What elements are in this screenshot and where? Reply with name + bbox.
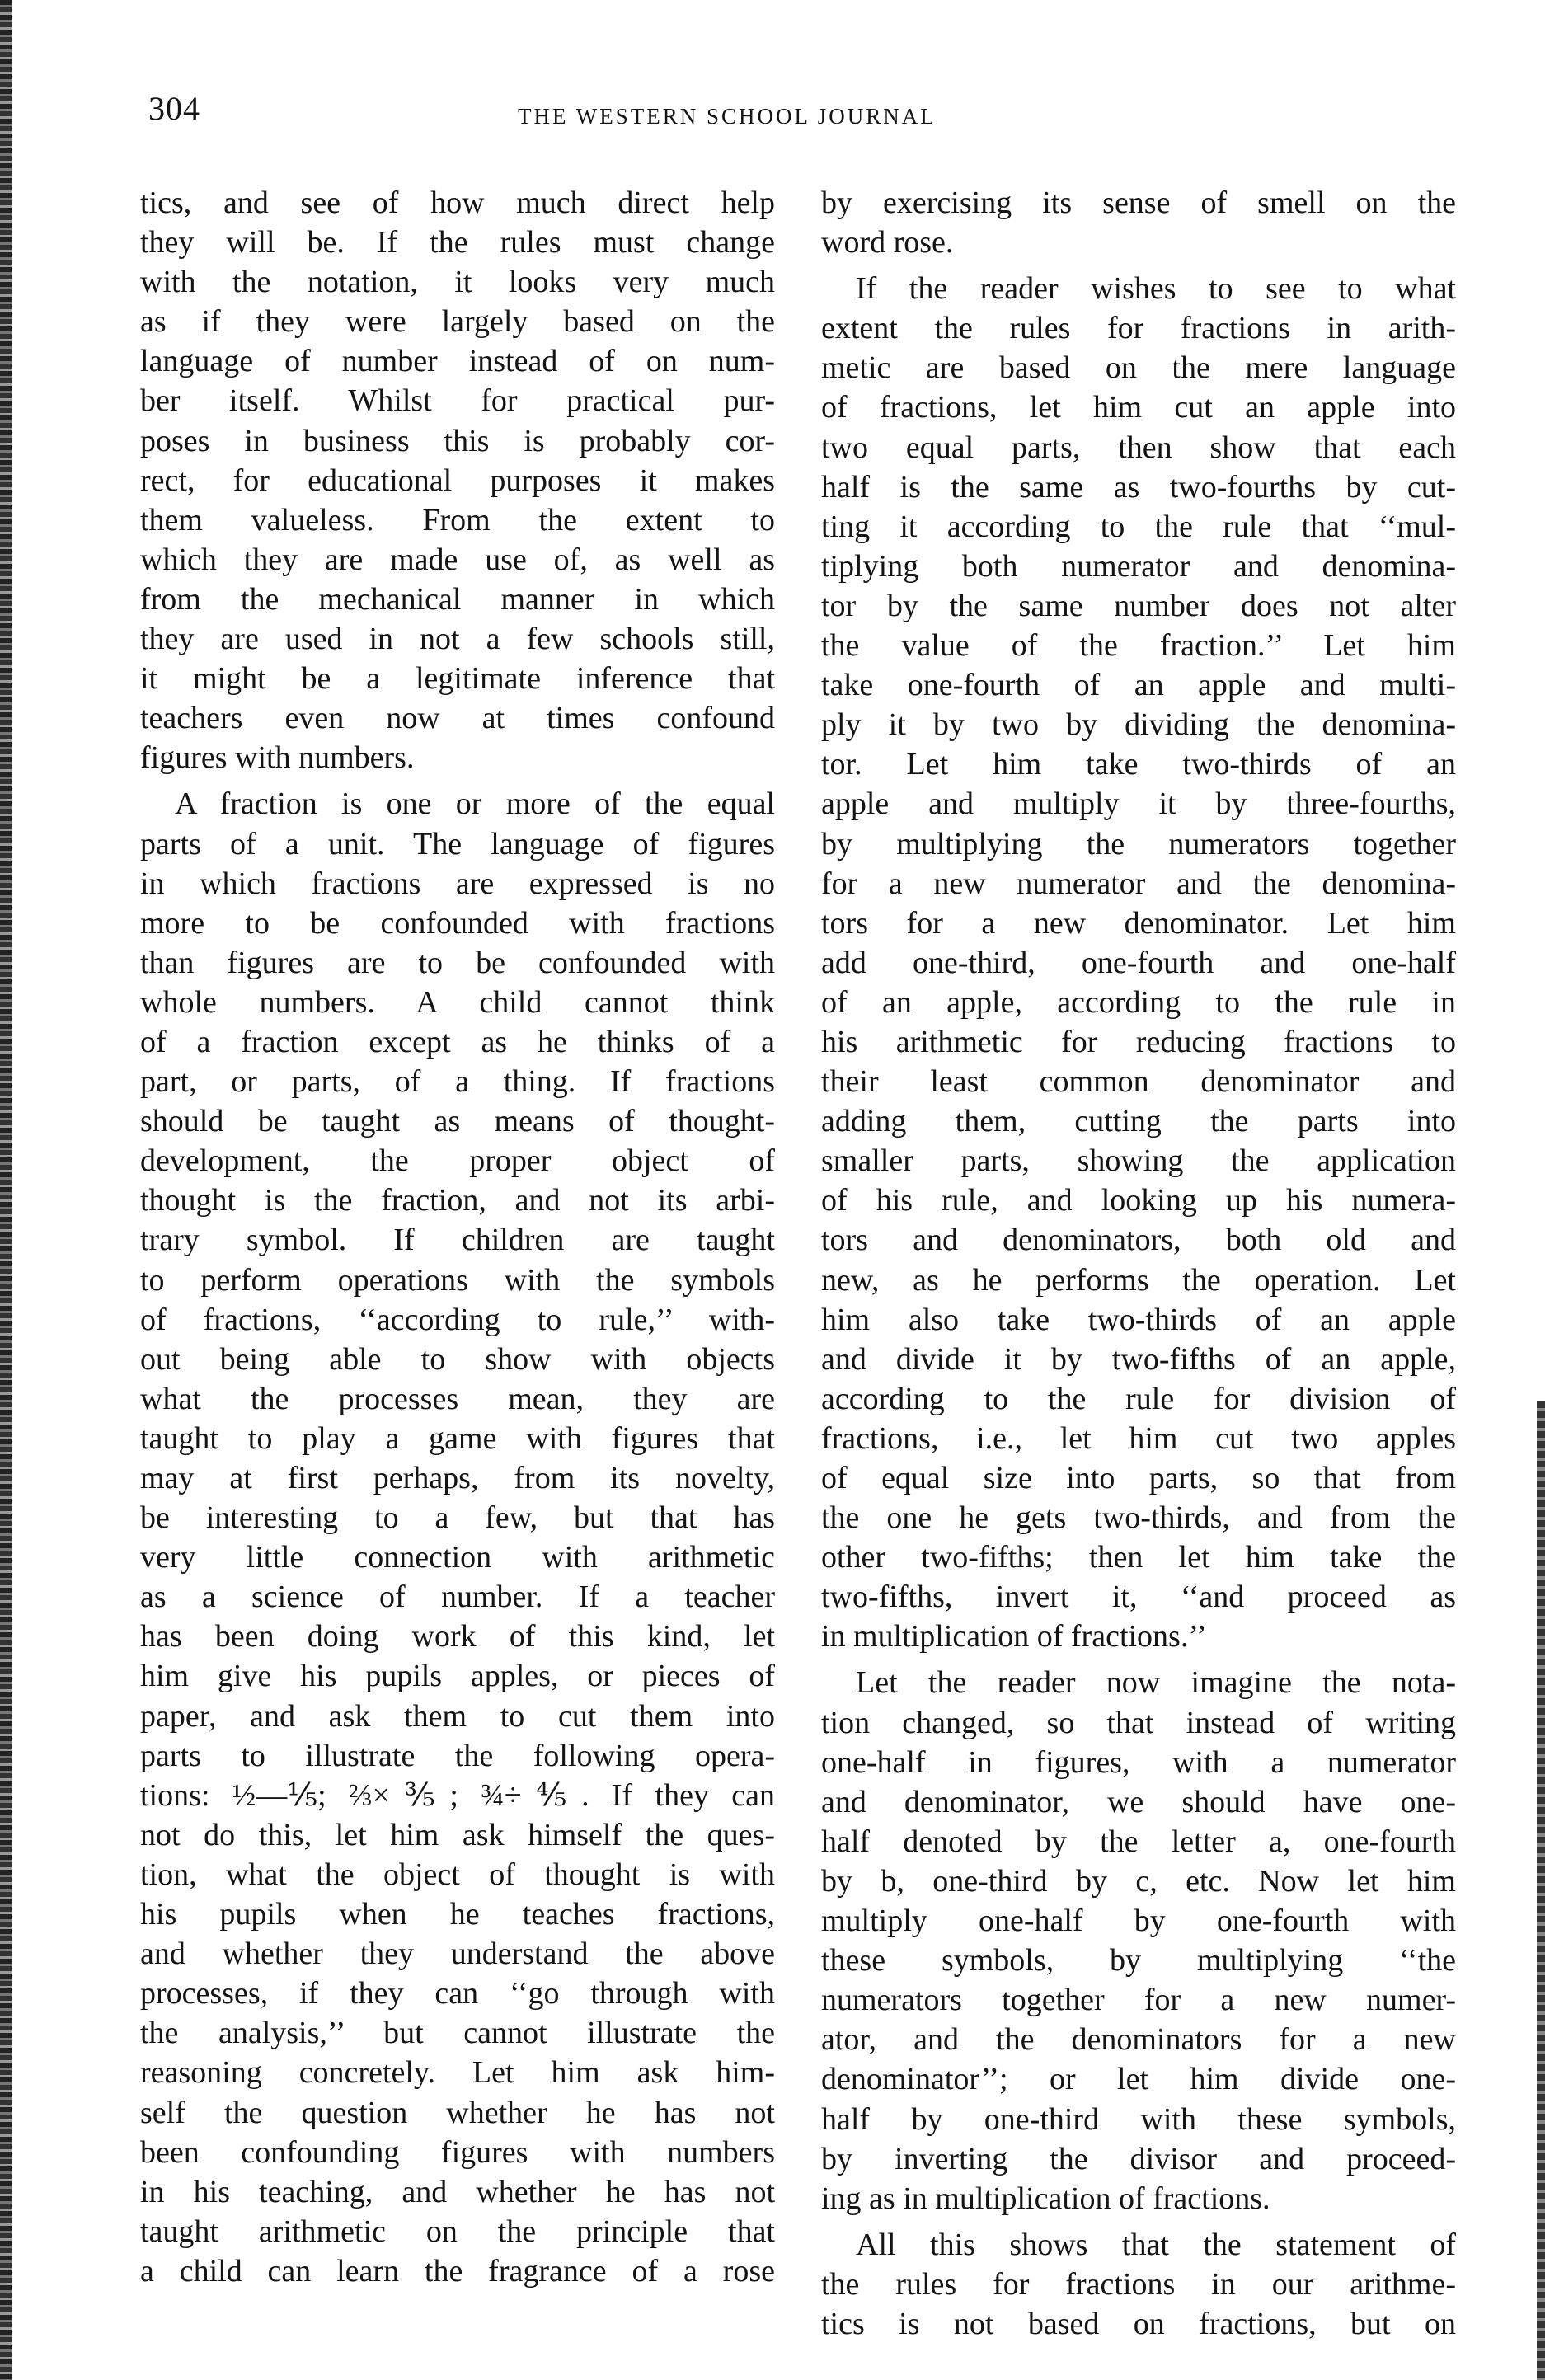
text-line: tions: ½—⅕; ⅔×⅗; ¾÷⅘. If they can (140, 1777, 775, 1813)
text-line: metic are based on the mere language (821, 350, 1456, 386)
text-line: it might be a legitimate inference that (140, 661, 775, 697)
text-line: ply it by two by dividing the denomina- (821, 707, 1456, 743)
text-line: than figures are to be confounded with (140, 945, 775, 980)
text-line: his arithmetic for reducing fractions to (821, 1024, 1456, 1059)
text-line: processes, if they can ‘‘go through with (140, 1976, 775, 2011)
text-line: development, the proper object of (140, 1143, 775, 1179)
text-line: of a fraction except as he thinks of a (140, 1024, 775, 1059)
text-line: word rose. (821, 225, 954, 261)
text-line: tor. Let him take two-thirds of an (821, 747, 1456, 782)
text-line: may at first perhaps, from its novelty, (140, 1461, 775, 1495)
text-line: add one-third, one-fourth and one-half (821, 945, 1456, 980)
text-line: in his teaching, and whether he has not (140, 2174, 775, 2209)
text-line: tors for a new denominator. Let him (821, 905, 1456, 941)
page-binding-edge (0, 0, 12, 2380)
text-line: denominator’’; or let him divide one- (821, 2062, 1456, 2097)
text-line: All this shows that the statement of (856, 2227, 1456, 2262)
text-line: thought is the fraction, and not its arbi- (140, 1183, 775, 1218)
text-line: fractions, i.e., let him cut two apples (821, 1420, 1456, 1456)
text-line: by inverting the divisor and proceed- (821, 2141, 1456, 2176)
text-line: rect, for educational purposes it makes (140, 462, 775, 498)
text-line: of equal size into parts, so that from (821, 1461, 1456, 1495)
text-line: what the processes mean, they are (140, 1381, 775, 1416)
text-line: ator, and the denominators for a new (821, 2022, 1456, 2058)
text-line: two equal parts, then show that each (821, 430, 1456, 465)
text-line: these symbols, by multiplying ‘‘the (821, 1943, 1456, 1979)
text-line: they are used in not a few schools still, (140, 622, 775, 657)
text-line: parts of a unit. The language of figures (140, 826, 775, 861)
text-line: from the mechanical manner in which (140, 581, 775, 617)
text-line: tiplying both numerator and denomina- (821, 548, 1456, 584)
right-text-column (821, 183, 1456, 2344)
text-line: adding them, cutting the parts into (821, 1104, 1456, 1139)
text-line: taught to play a game with figures that (140, 1420, 775, 1456)
text-line: the analysis,’’ but cannot illustrate the (140, 2016, 775, 2051)
text-line: teachers even now at times confound (140, 701, 775, 736)
text-line: half is the same as two-fourths by cut- (821, 469, 1456, 505)
text-line: multiply one-half by one-fourth with (821, 1904, 1456, 1939)
text-line: their least common denominator and (821, 1064, 1456, 1100)
text-line: they will be. If the rules must change (140, 225, 775, 261)
text-line: the rules for fractions in our arithme- (821, 2266, 1456, 2302)
text-line: not do this, let him ask himself the ques- (140, 1817, 775, 1852)
text-line: and denominator, we should have one- (821, 1784, 1456, 1819)
text-line: trary symbol. If children are taught (140, 1223, 775, 1258)
text-line: poses in business this is probably cor- (140, 423, 775, 458)
text-line: in which fractions are expressed is no (140, 866, 775, 901)
text-line: in multiplication of fractions.’’ (821, 1619, 1207, 1655)
page-scan-edge (1537, 1401, 1545, 2380)
text-line: tor by the same number does not alter (821, 588, 1456, 623)
text-line: apple and multiply it by three-fourths, (821, 786, 1456, 822)
text-line: tors and denominators, both old and (821, 1223, 1456, 1258)
text-line: be interesting to a few, but that has (140, 1500, 775, 1536)
text-line: his pupils when he teaches fractions, (140, 1897, 775, 1932)
text-line: as a science of number. If a teacher (140, 1580, 775, 1615)
text-line: two-fifths, invert it, ‘‘and proceed as (821, 1580, 1456, 1615)
text-line: him give his pupils apples, or pieces of (140, 1659, 775, 1694)
text-line: been confounding figures with numbers (140, 2134, 775, 2170)
text-line: extent the rules for fractions in arith- (821, 311, 1456, 346)
text-line: taught arithmetic on the principle that (140, 2213, 775, 2249)
text-line: to perform operations with the symbols (140, 1262, 775, 1298)
text-line: ing as in multiplication of fractions. (821, 2180, 1270, 2216)
text-line: figures with numbers. (140, 740, 415, 776)
text-line: the value of the fraction.’’ Let him (821, 628, 1456, 664)
text-line: out being able to show with objects (140, 1341, 775, 1377)
running-head: THE WESTERN SCHOOL JOURNAL (518, 104, 937, 129)
text-line: part, or parts, of a thing. If fractions (140, 1064, 775, 1100)
text-line: paper, and ask them to cut them into (140, 1698, 775, 1734)
text-line: one-half in figures, with a numerator (821, 1744, 1456, 1780)
text-line: a child can learn the fragrance of a rose (140, 2253, 775, 2288)
text-line: reasoning concretely. Let him ask him- (140, 2055, 775, 2091)
text-line: has been doing work of this kind, let (140, 1619, 775, 1655)
text-line: numerators together for a new numer- (821, 1983, 1456, 2018)
text-line: parts to illustrate the following opera- (140, 1738, 775, 1773)
text-line: ting it according to the rule that ‘‘mul- (821, 509, 1456, 544)
text-line: which they are made use of, as well as (140, 542, 775, 577)
text-line: should be taught as means of thought- (140, 1104, 775, 1139)
text-line: tics is not based on fractions, but on (821, 2306, 1456, 2341)
text-line: half by one-third with these symbols, (821, 2101, 1456, 2137)
text-line: of fractions, ‘‘according to rule,’’ with- (140, 1302, 775, 1337)
text-line: other two-fifths; then let him take the (821, 1540, 1456, 1575)
page-number: 304 (148, 90, 200, 127)
text-line: whole numbers. A child cannot think (140, 984, 775, 1020)
text-line: with the notation, it looks very much (140, 265, 775, 300)
text-line: tion changed, so that instead of writing (821, 1705, 1456, 1740)
text-line: them valueless. From the extent to (140, 502, 775, 537)
text-line: by multiplying the numerators together (821, 826, 1456, 861)
left-text-column (140, 183, 775, 2291)
text-line: the one he gets two-thirds, and from the (821, 1500, 1456, 1536)
text-line: very little connection with arithmetic (140, 1540, 775, 1575)
text-line: new, as he performs the operation. Let (821, 1262, 1456, 1298)
text-line: and whether they understand the above (140, 1936, 775, 1972)
text-line: tics, and see of how much direct help (140, 185, 775, 220)
text-line: him also take two-thirds of an apple (821, 1302, 1456, 1337)
text-line: half denoted by the letter a, one-fourth (821, 1824, 1456, 1859)
text-line: language of number instead of on num- (140, 344, 775, 379)
text-line: and divide it by two-fifths of an apple, (821, 1341, 1456, 1377)
text-line: by b, one-third by c, etc. Now let him (821, 1863, 1456, 1899)
text-line: self the question whether he has not (140, 2095, 775, 2130)
text-line: ber itself. Whilst for practical pur- (140, 383, 775, 419)
text-line: as if they were largely based on the (140, 304, 775, 340)
text-line: of fractions, let him cut an apple into (821, 390, 1456, 425)
text-line: of his rule, and looking up his numera- (821, 1183, 1456, 1218)
text-line: A fraction is one or more of the equal (175, 786, 775, 822)
text-line: tion, what the object of thought is with (140, 1857, 775, 1892)
text-line: If the reader wishes to see to what (856, 271, 1456, 307)
text-line: by exercising its sense of smell on the (821, 185, 1456, 220)
text-line: smaller parts, showing the application (821, 1143, 1456, 1179)
text-line: take one-fourth of an apple and multi- (821, 668, 1456, 703)
text-line: according to the rule for division of (821, 1381, 1456, 1416)
text-line: more to be confounded with fractions (140, 905, 775, 941)
text-line: for a new numerator and the denomina- (821, 866, 1456, 901)
text-line: of an apple, according to the rule in (821, 984, 1456, 1020)
text-line: Let the reader now imagine the nota- (856, 1665, 1456, 1701)
